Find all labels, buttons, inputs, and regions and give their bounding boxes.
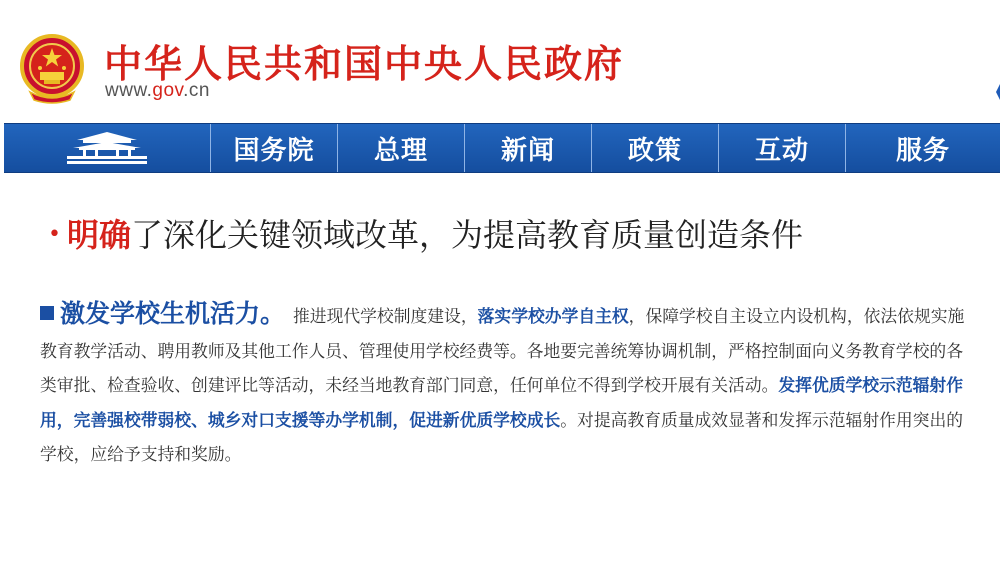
section-emphasis-1: 落实学校办学自主权 — [477, 306, 629, 326]
section-text-4: 。对提高教育质量成效显著和发挥示范辐射作用突出的学校，应给予支持和奖励。 — [40, 409, 964, 464]
site-url[interactable] — [105, 80, 210, 102]
nav-home[interactable] — [4, 124, 211, 172]
tiananmen-icon — [63, 130, 151, 166]
section-text-3: ， — [56, 409, 74, 430]
section-emphasis-2: 发挥优质学校示范辐射作用 — [40, 375, 963, 430]
url-suffix: .cn — [183, 80, 210, 101]
site-title[interactable]: 中华人民共和国中央人民政府 — [104, 42, 625, 86]
edge-marker — [996, 84, 1000, 100]
url-prefix: www. — [105, 80, 153, 101]
nav-item-news[interactable]: 新闻 — [465, 124, 592, 172]
headline-bullet: • — [48, 222, 61, 247]
section-paragraph — [40, 297, 966, 472]
square-bullet-icon — [40, 306, 54, 320]
headline — [48, 210, 803, 256]
main-nav — [4, 123, 1000, 173]
nav-item-services[interactable]: 服务 — [895, 135, 950, 166]
section-title: 激发学校生机活力。 — [60, 299, 286, 328]
headline-text: 了深化关键领域改革，为提高教育质量创造条件 — [131, 216, 804, 254]
section-text-1: 推进现代学校制度建设， — [293, 306, 478, 326]
nav-item-interaction[interactable]: 互动 — [719, 124, 846, 172]
site-header — [0, 0, 1000, 122]
national-emblem-icon[interactable] — [20, 34, 84, 104]
nav-item-policy[interactable]: 政策 — [592, 124, 719, 172]
headline-highlight: 明确 — [66, 216, 131, 254]
nav-item-state-council[interactable]: 国务院 — [211, 124, 338, 172]
nav-item-premier[interactable]: 总理 — [338, 124, 465, 172]
url-domain: gov — [152, 80, 184, 101]
section-text-2: ，保障学校自主设立内设机构，依法依规实施教育教学活动、聘用教师及其他工作人员、管理使用学校经费等。各地要完善统筹协调机制，严格控制面向义务教育学校的各类审批、检查验收、创建评比等活动，未经当地教育部门同意，任何单位不得到学校开展有关活动。 — [40, 306, 965, 395]
section-emphasis-3: 完善强校带弱校、城乡对口支援等办学机制，促进新优质学校成长 — [73, 409, 561, 430]
